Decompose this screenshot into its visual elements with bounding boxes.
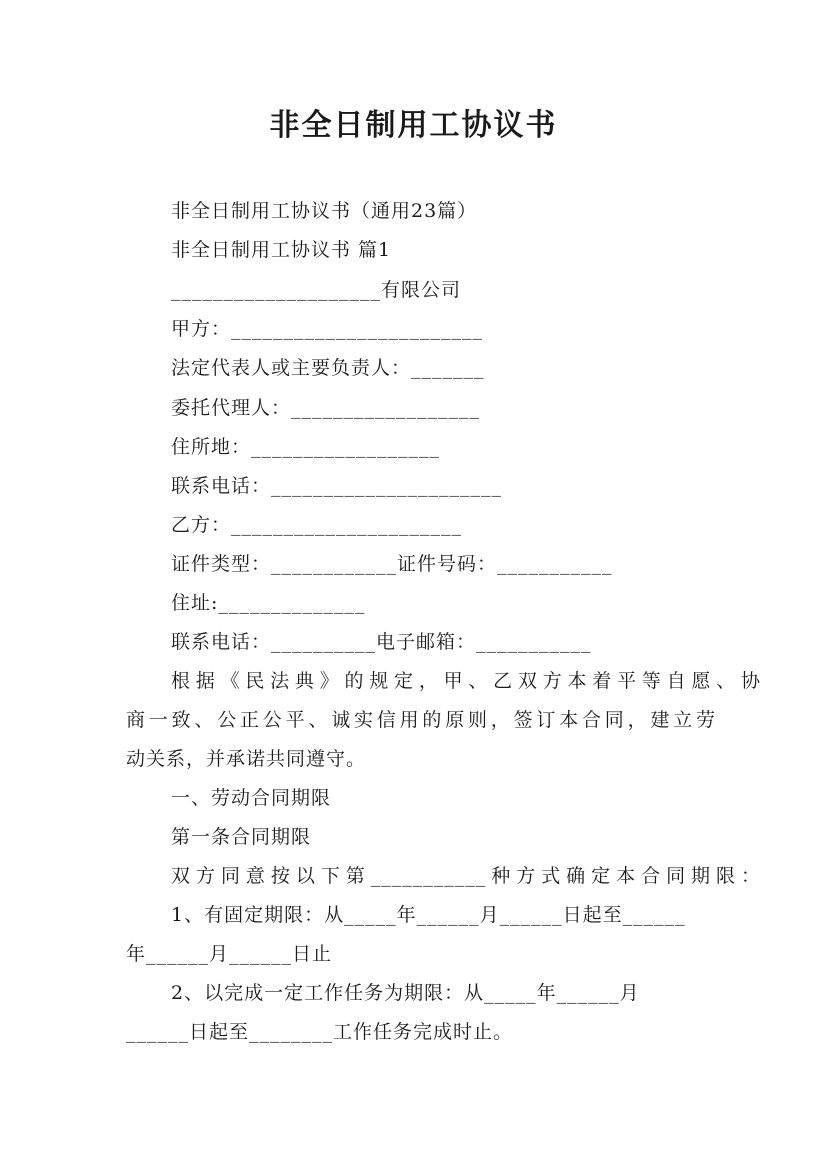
chapter-heading: 一、劳动合同期限 [171, 787, 332, 809]
address-line: 住所地：__________________ [171, 436, 441, 458]
section-heading: 非全日制用工协议书 篇1 [171, 239, 392, 261]
paragraph-line: 商一致、公正公平、诚实信用的原则，签订本合同，建立劳 [126, 709, 716, 731]
option-line: 年______月______日止 [126, 943, 333, 965]
contact-line-b: 联系电话：__________电子邮箱：___________ [171, 631, 592, 653]
party-a-line: 甲方：________________________ [171, 318, 484, 340]
option-line: ______日起至________工作任务完成时止。 [126, 1021, 514, 1043]
option-line: 2、以完成一定工作任务为期限：从_____年______月 [171, 982, 640, 1004]
document-title: 非全日制用工协议书 [269, 108, 558, 143]
residence-line: 住址:______________ [171, 592, 366, 614]
paragraph-line: 动关系，并承诺共同遵守。 [126, 748, 367, 770]
legal-rep-line: 法定代表人或主要负责人：_______ [171, 357, 485, 379]
id-type-line: 证件类型：____________证件号码：___________ [171, 553, 613, 575]
subtitle-line: 非全日制用工协议书（通用23篇） [171, 200, 478, 222]
paragraph-line: 双方同意按以下第___________种方式确定本合同期限： [171, 865, 761, 887]
party-b-line: 乙方：______________________ [171, 514, 463, 536]
company-line: ____________________有限公司 [171, 279, 462, 301]
article-heading: 第一条合同期限 [171, 826, 312, 848]
paragraph-line: 根据《民法典》的规定，甲、乙双方本着平等自愿、协 [171, 670, 761, 692]
option-line: 1、有固定期限：从_____年______月______日起至______ [171, 904, 686, 926]
phone-line-a: 联系电话：______________________ [171, 475, 503, 497]
agent-line: 委托代理人：__________________ [171, 397, 481, 419]
